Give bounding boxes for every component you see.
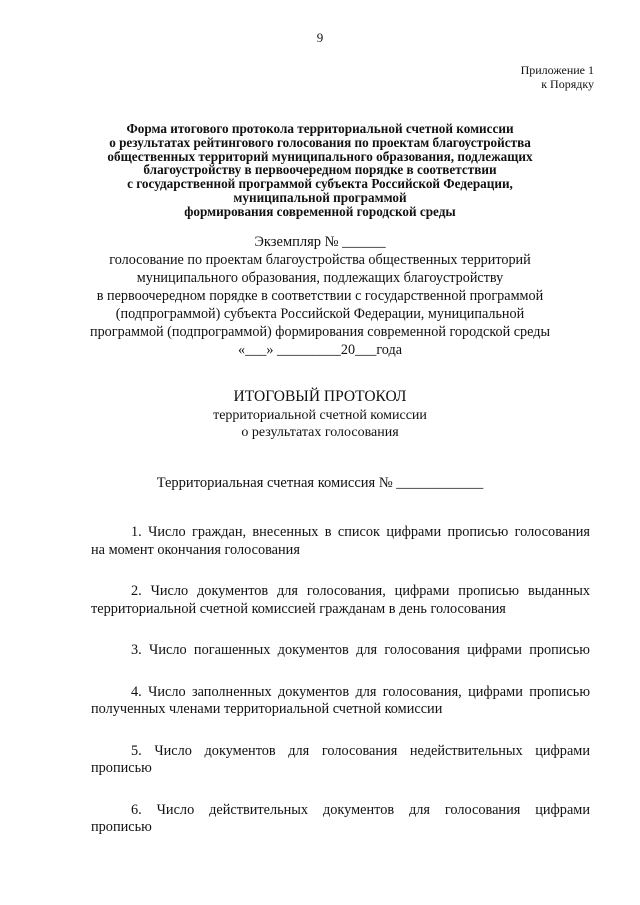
protocol-item <box>91 583 590 618</box>
instance-block <box>60 233 580 359</box>
protocol-items <box>91 524 590 837</box>
protocol-item-continuation: прописью <box>91 760 152 776</box>
instance-description-line: голосование по проектам благоустройства общественных территорий <box>109 252 531 268</box>
protocol-item <box>91 684 590 719</box>
protocol-item-text: 5. Число документов для голосования недействительных цифрами <box>131 742 590 759</box>
protocol-item-text: 1. Число граждан, внесенных в список цифрами прописью голосования <box>131 524 590 540</box>
protocol-subtitle: территориальной счетной комиссии <box>213 408 427 423</box>
form-title-line: о результатах рейтингового голосования по проектам благоустройства <box>109 134 531 150</box>
appendix-note <box>521 63 594 91</box>
protocol-item-continuation: прописью <box>91 819 152 835</box>
date-field: «___» _________20___года <box>238 342 402 358</box>
form-title <box>100 122 540 219</box>
protocol-item <box>91 743 590 778</box>
form-title-line: общественных территорий муниципального образования, подлежащих <box>107 148 533 164</box>
protocol-item-text: 4. Число заполненных документов для голосования, цифрами прописью <box>131 683 590 700</box>
protocol-subtitle: о результатах голосования <box>241 425 399 440</box>
protocol-item-continuation: территориальной счетной комиссией гражданам в день голосования <box>91 600 506 617</box>
instance-description-line: программой (подпрограммой) формирования современной городской среды <box>90 324 550 340</box>
form-title-line: Форма итогового протокола территориальной счетной комиссии <box>126 121 514 136</box>
commission-number-field: Территориальная счетная комиссия № ____________ <box>156 475 484 491</box>
instance-number-field: Экземпляр № ______ <box>254 234 386 250</box>
appendix-line-2: к Порядку <box>541 77 594 91</box>
protocol-item-text: 2. Число документов для голосования, цифрами прописью выданных <box>131 583 590 599</box>
protocol-item-text: 3. Число погашенных документов для голосования цифрами прописью <box>131 642 590 658</box>
form-title-line: благоустройству в первоочередном порядке в соответствии <box>143 162 497 178</box>
protocol-heading: ИТОГОВЫЙ ПРОТОКОЛ <box>233 388 407 405</box>
instance-description-line: в первоочередном порядке в соответствии с государственной программой <box>96 288 544 304</box>
protocol-item-continuation: на момент окончания голосования <box>91 541 300 558</box>
protocol-item-text: 6. Число действительных документов для голосования цифрами <box>131 801 590 818</box>
form-title-line: муниципальной программой <box>233 189 407 205</box>
form-title-line: с государственной программой субъекта Российской Федерации, <box>127 176 513 192</box>
protocol-header <box>60 387 580 441</box>
protocol-item <box>91 802 590 837</box>
protocol-item <box>91 642 590 660</box>
instance-description-line: (подпрограммой) субъекта Российской Федерации, муниципальной <box>115 306 525 322</box>
protocol-item <box>91 524 590 559</box>
form-title-line: формирования современной городской среды <box>184 203 456 219</box>
page-number: 9 <box>316 30 324 45</box>
instance-description-line: муниципального образования, подлежащих благоустройству <box>136 270 504 286</box>
appendix-line-1: Приложение 1 <box>520 63 594 77</box>
protocol-item-continuation: полученных членами территориальной счетной комиссии <box>91 701 443 717</box>
